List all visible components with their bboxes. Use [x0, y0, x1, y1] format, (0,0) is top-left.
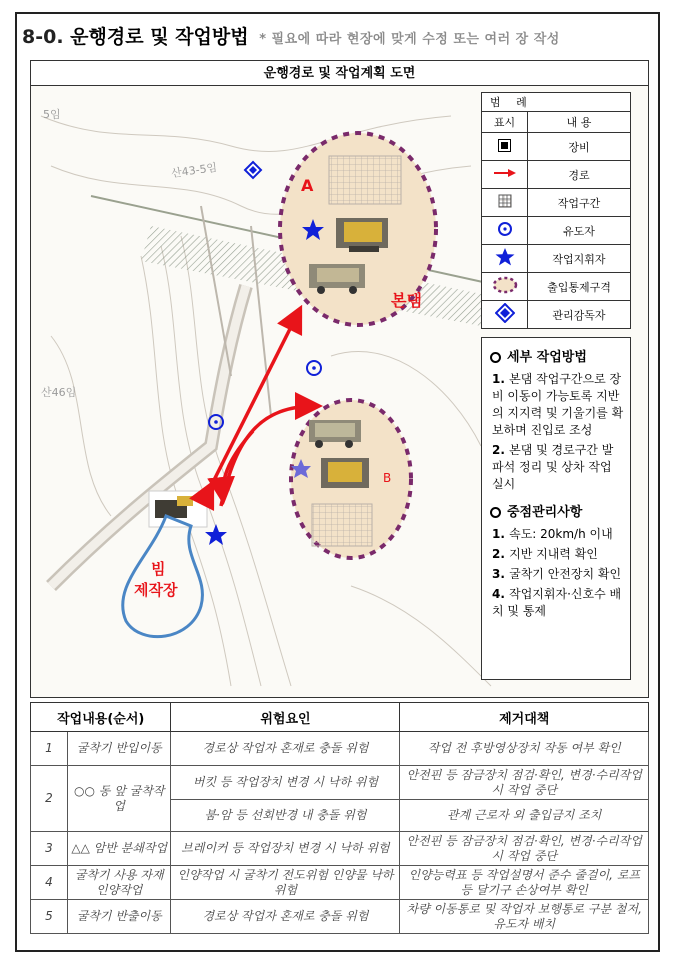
zone-a-label: A [301, 176, 314, 195]
equipment-square-icon [498, 139, 511, 152]
row-task: △△ 암반 분쇄작업 [68, 832, 171, 866]
legend-row [482, 245, 631, 273]
hill-label-1: 산43-5임 [170, 160, 218, 181]
row-measure: 작업 전 후방영상장치 작동 여부 확인 [400, 732, 649, 766]
restricted-zone-icon [491, 276, 519, 294]
table-row [31, 866, 649, 900]
row-measure: 안전핀 등 잠금장치 점검·확인, 변경·수리작업 시 작업 중단 [400, 832, 649, 866]
legend-row [482, 217, 631, 245]
legend-row [482, 161, 631, 189]
bullet-circle-icon [490, 507, 501, 518]
table-row [31, 832, 649, 866]
inspector-diamond-icon [495, 303, 515, 323]
row-measure: 인양능력표 등 작업설명서 준수 줄걸이, 로프 등 달기구 손상여부 확인 [400, 866, 649, 900]
row-risk: 경로상 작업자 혼재로 충돌 위험 [171, 732, 400, 766]
legend-label: 출입통제구격 [528, 273, 631, 301]
row-measure: 차량 이동통로 및 작업자 보행통로 구분 철저, 유도자 배치 [400, 900, 649, 934]
legend-row [482, 301, 631, 329]
row-measure: 안전핀 등 잠금장치 점검·확인, 변경·수리작업 시 작업 중단 [400, 766, 649, 800]
list-item: 2. 본댐 및 경로구간 발파석 정리 및 상차 작업 실시 [492, 443, 614, 491]
header-risk: 위험요인 [171, 703, 400, 732]
list-item: 1. 본댐 작업구간으로 장비 이동이 가능토록 지반의 지지력 및 기울기를 확보하며 진입로 조성 [492, 372, 624, 437]
map-title: 운행경로 및 작업계획 도면 [30, 60, 649, 86]
legend-label: 관리감독자 [528, 301, 631, 329]
row-number: 1 [31, 732, 68, 766]
work-table [30, 702, 649, 934]
legend-label: 작업지휘자 [528, 245, 631, 273]
bullet-circle-icon [490, 352, 501, 363]
excavator-b-icon [321, 458, 369, 488]
detail-list [490, 371, 624, 493]
beam-yard-label-2: 제작장 [134, 581, 178, 599]
legend-label: 유도자 [528, 217, 631, 245]
row-task: 굴착기 사용 자재 인양작업 [68, 866, 171, 900]
row-number: 4 [31, 866, 68, 900]
row-number: 5 [31, 900, 68, 934]
legend-label: 장비 [528, 133, 631, 161]
legend-col-content: 내 용 [528, 112, 631, 133]
list-item: 1. 속도: 20km/h 이내 [492, 527, 613, 541]
legend-col-symbol: 표시 [482, 112, 528, 133]
legend-label: 작업구간 [528, 189, 631, 217]
dam-label: 본댐 [391, 291, 422, 310]
section-number: 8-0. [22, 26, 64, 48]
work-grid-a [329, 156, 401, 204]
route-arrow-icon [492, 168, 518, 178]
header-task: 작업내용(순서) [31, 703, 171, 732]
table-row [31, 766, 649, 800]
header-measure: 제거대책 [400, 703, 649, 732]
legend-table [481, 92, 631, 329]
row-task: ○○ 동 앞 굴착작업 [68, 766, 171, 832]
table-row [31, 900, 649, 934]
legend-title: 범 례 [482, 93, 631, 112]
legend-row [482, 273, 631, 301]
section-title: 운행경로 및 작업방법 [70, 26, 249, 48]
row-risk: 브레이커 등 작업장치 변경 시 낙하 위험 [171, 832, 400, 866]
excavator-a-icon [336, 218, 388, 252]
table-header [31, 703, 649, 732]
row-risk: 버킷 등 작업장치 변경 시 낙하 위험 [171, 766, 400, 800]
zone-b-label: B [383, 471, 392, 485]
row-risk: 붐·암 등 선회반경 내 충돌 위험 [171, 800, 400, 832]
list-item: 3. 굴착기 안전장치 확인 [492, 567, 622, 581]
legend-row [482, 133, 631, 161]
guide-target-icon [497, 221, 513, 237]
supervisor-star-icon [495, 247, 515, 267]
row-risk: 경로상 작업자 혼재로 충돌 위험 [171, 900, 400, 934]
list-item: 2. 지반 지내력 확인 [492, 547, 598, 561]
section-note: * 필요에 따라 현장에 맞게 수정 또는 여러 장 작성 [259, 32, 560, 47]
page-title [22, 22, 560, 49]
detail-heading: 세부 작업방법 [490, 346, 624, 365]
focus-list [490, 526, 624, 620]
row-number: 2 [31, 766, 68, 832]
list-item: 4. 작업지휘자·신호수 배치 및 통제 [492, 587, 622, 618]
row-task: 굴착기 반출이동 [68, 900, 171, 934]
work-grid-b [312, 504, 372, 546]
notes-box [481, 337, 631, 680]
table-row [31, 732, 649, 766]
row-measure: 관계 근로자 외 출입금지 조치 [400, 800, 649, 832]
work-grid-icon [498, 194, 512, 208]
legend-label: 경로 [528, 161, 631, 189]
area-label: 5임 [43, 108, 61, 121]
hill-label-2: 산46임 [41, 386, 77, 399]
row-risk: 인양작업 시 굴착기 전도위험 인양물 낙하위험 [171, 866, 400, 900]
row-number: 3 [31, 832, 68, 866]
row-task: 굴착기 반입이동 [68, 732, 171, 766]
legend-row [482, 189, 631, 217]
focus-heading: 중점관리사항 [490, 501, 624, 520]
beam-yard-label-1: 빔 [151, 560, 166, 578]
